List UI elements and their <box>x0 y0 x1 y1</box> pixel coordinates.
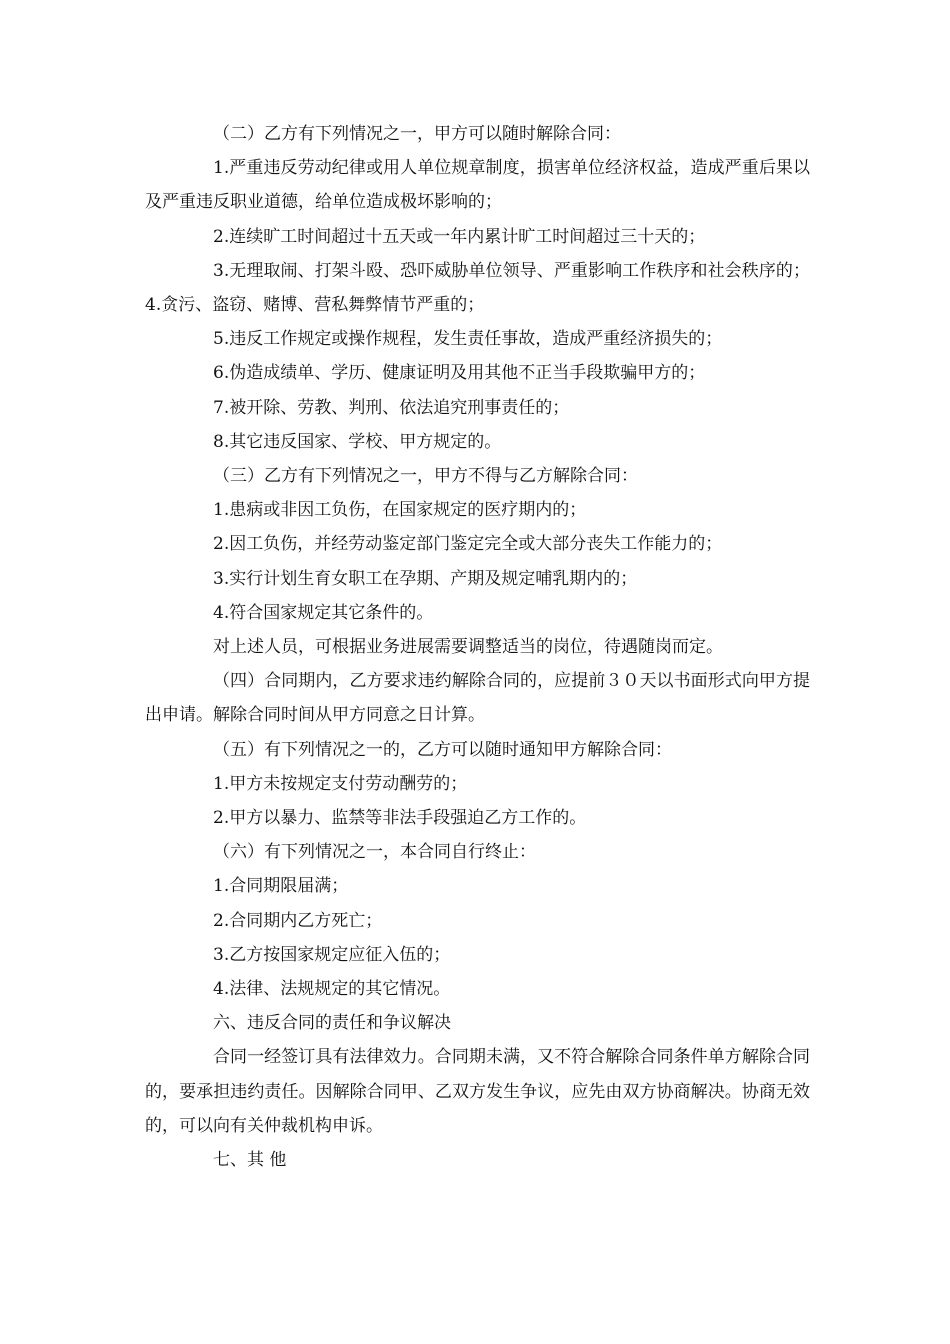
paragraph-item: 1.患病或非因工负伤，在国家规定的医疗期内的； <box>213 500 587 521</box>
paragraph-section-3-heading: （三）乙方有下列情况之一，甲方不得与乙方解除合同： <box>213 466 638 487</box>
document-body <box>145 117 810 1177</box>
paragraph-item: 2.甲方以暴力、监禁等非法手段强迫乙方工作的。 <box>213 808 587 829</box>
paragraph-item: 3.实行计划生育女职工在孕期、产期及规定哺乳期内的； <box>213 568 638 589</box>
paragraph-item: 1.合同期限届满； <box>213 876 349 897</box>
paragraph-item: 2.合同期内乙方死亡； <box>213 910 383 931</box>
paragraph-item: 1.甲方未按规定支付劳动酬劳的； <box>213 773 468 794</box>
paragraph-item: 6.伪造成绩单、学历、健康证明及用其他不正当手段欺骗甲方的； <box>213 363 706 384</box>
paragraph-contract-validity: 合同一经签订具有法律效力。合同期未满，又不符合解除合同条件单方解除合同的，要承担违约责任。因解除合同甲、乙双方发生争议，应先由双方协商解决。协商无效的，可以向有关仲裁机构申诉。 <box>145 1047 810 1136</box>
paragraph-item: 1.严重违反劳动纪律或用人单位规章制度，损害单位经济权益，造成严重后果以及严重违反职业道德，给单位造成极坏影响的； <box>145 158 810 213</box>
paragraph-item: 4.法律、法规规定的其它情况。 <box>213 979 451 1000</box>
paragraph-item: 3.乙方按国家规定应征入伍的； <box>213 944 451 965</box>
chapter-heading-6: 六、违反合同的责任和争议解决 <box>213 1013 451 1034</box>
chapter-heading-7: 七、其 他 <box>213 1150 287 1171</box>
paragraph-item: 2.因工负伤，并经劳动鉴定部门鉴定完全或大部分丧失工作能力的； <box>213 534 723 555</box>
paragraph-item: 2.连续旷工时间超过十五天或一年内累计旷工时间超过三十天的； <box>213 226 706 247</box>
paragraph-item: 4.符合国家规定其它条件的。 <box>213 602 434 623</box>
paragraph-section-5-heading: （五）有下列情况之一的，乙方可以随时通知甲方解除合同： <box>213 739 672 760</box>
paragraph-item: 5.违反工作规定或操作规程，发生责任事故，造成严重经济损失的； <box>213 329 723 350</box>
paragraph-item: 3.无理取闹、打架斗殴、恐吓威胁单位领导、严重影响工作秩序和社会秩序的；4.贪污、盗窃、赌博、营私舞弊情节严重的； <box>145 260 810 316</box>
paragraph-section-4: （四）合同期内，乙方要求违约解除合同的，应提前３０天以书面形式向甲方提出申请。解除合同时间从甲方同意之日计算。 <box>145 671 810 726</box>
paragraph-item: 7.被开除、劳教、判刑、依法追究刑事责任的； <box>213 397 570 418</box>
paragraph-section-6-heading: （六）有下列情况之一，本合同自行终止： <box>213 842 536 863</box>
paragraph-item: 8.其它违反国家、学校、甲方规定的。 <box>213 431 502 452</box>
paragraph-note: 对上述人员，可根据业务进展需要调整适当的岗位，待遇随岗而定。 <box>213 637 723 658</box>
paragraph-section-2-heading: （二）乙方有下列情况之一，甲方可以随时解除合同： <box>213 124 621 144</box>
